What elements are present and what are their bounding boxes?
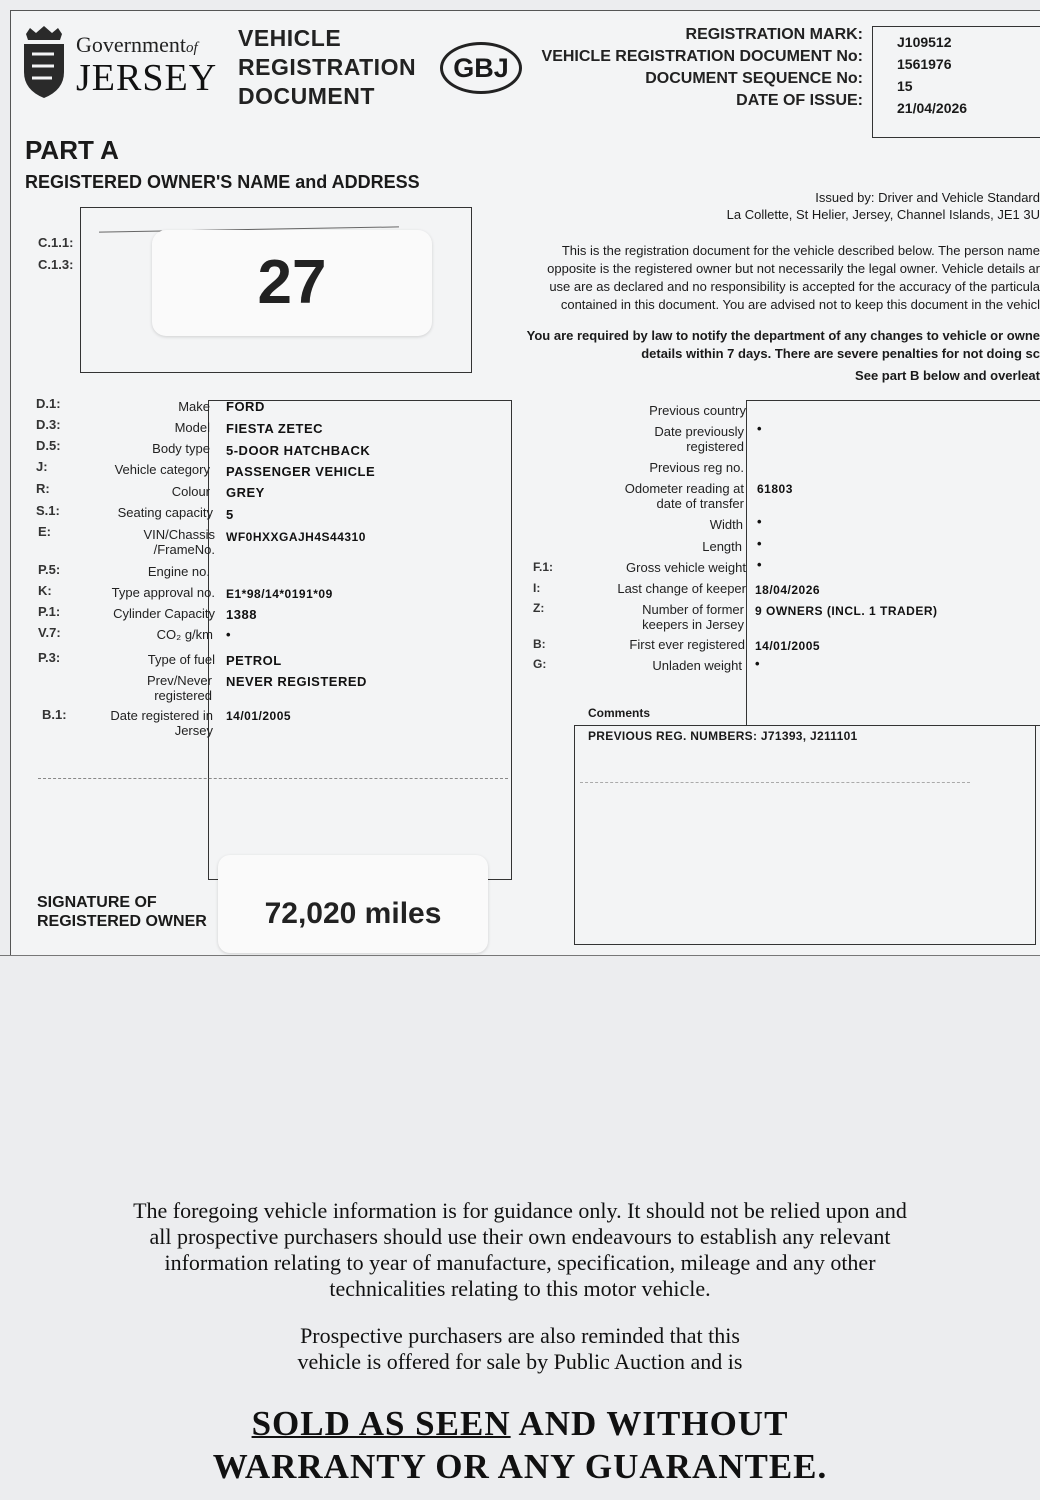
sold-as-seen-notice: SOLD AS SEEN AND WITHOUT WARRANTY OR ANY GUARANTEE. bbox=[212, 1404, 828, 1486]
field-code: K: bbox=[38, 583, 52, 598]
field-label: First ever registered bbox=[629, 637, 745, 652]
field-label: Cylinder Capacity bbox=[113, 606, 215, 621]
divider bbox=[580, 782, 970, 783]
sequence-number: 15 bbox=[897, 78, 913, 94]
field-value: 14/01/2005 bbox=[226, 709, 292, 723]
field-label: Prev/Never registered bbox=[146, 673, 212, 703]
field-value: 1388 bbox=[226, 607, 257, 622]
field-code: V.7: bbox=[38, 625, 61, 640]
field-value: E1*98/14*0191*09 bbox=[226, 587, 333, 601]
disclaimer-paragraph: The foregoing vehicle information is for guidance only. It should not be relied upon and all prospective purchasers should use their own endeavours to establish any relevant information relating to year of manufacture, specification, mileage and any other technicalities relating to this motor vehicle. bbox=[133, 1198, 907, 1301]
mileage-sticker: 72,020 miles bbox=[218, 855, 488, 953]
field-label: Width bbox=[709, 517, 743, 532]
field-value: • bbox=[757, 557, 763, 572]
comments-value: PREVIOUS REG. NUMBERS: J71393, J211101 bbox=[588, 729, 858, 743]
owner-codes: C.1.1: C.1.3: bbox=[38, 235, 74, 272]
lot-number-sticker: 27 bbox=[152, 230, 432, 336]
field-label: Odometer reading at date of transfer bbox=[624, 481, 744, 511]
field-code: P.5: bbox=[38, 562, 61, 577]
registration-values-box bbox=[872, 26, 1040, 138]
field-value: PETROL bbox=[226, 653, 282, 668]
field-label: VIN/Chassis /FrameNo. bbox=[143, 527, 215, 557]
field-code: D.5: bbox=[36, 438, 61, 453]
field-value: FIESTA ZETEC bbox=[226, 421, 323, 436]
field-label: Gross vehicle weight bbox=[626, 560, 746, 575]
field-value: 5-DOOR HATCHBACK bbox=[226, 443, 371, 458]
document-number: 1561976 bbox=[897, 56, 952, 72]
registration-labels: REGISTRATION MARK: VEHICLE REGISTRATION DOCUMENT No: DOCUMENT SEQUENCE No: DATE OF ISSUE: bbox=[541, 26, 863, 109]
field-value: • bbox=[757, 514, 763, 529]
field-value: PASSENGER VEHICLE bbox=[226, 464, 376, 479]
field-code: G: bbox=[533, 657, 547, 671]
field-label: Previous country bbox=[649, 403, 746, 418]
comments-label: Comments bbox=[588, 706, 651, 720]
field-value: 9 OWNERS (INCL. 1 TRADER) bbox=[755, 604, 938, 618]
gov-line2: JERSEY bbox=[76, 57, 218, 99]
field-label: Body type bbox=[152, 441, 210, 456]
divider bbox=[0, 955, 1040, 956]
field-code: D.1: bbox=[36, 396, 61, 411]
field-code: E: bbox=[38, 524, 51, 539]
field-value: GREY bbox=[226, 485, 265, 500]
field-label: Type of fuel bbox=[147, 652, 215, 667]
field-value: 14/01/2005 bbox=[755, 639, 821, 653]
field-label: Last change of keeper bbox=[617, 581, 746, 596]
document-title: VEHICLE REGISTRATION DOCUMENT bbox=[238, 25, 417, 109]
notice-paragraph: This is the registration document for the vehicle described below. The person name opposite is the registered owner but not necessarily the legal owner. Vehicle details ar use are as declared and no responsibility is accepted for the accuracy of the particula contained in this document. You are advised not to keep this document in the vehicl bbox=[547, 243, 1040, 312]
field-code: J: bbox=[36, 459, 48, 474]
field-value: • bbox=[757, 536, 763, 551]
field-label: CO₂ g/km bbox=[156, 627, 213, 642]
registration-mark: J109512 bbox=[897, 34, 952, 50]
field-label: Date registered in Jersey bbox=[110, 708, 213, 738]
field-value: 61803 bbox=[757, 482, 793, 496]
field-label: Vehicle category bbox=[114, 462, 210, 477]
field-code: S.1: bbox=[36, 503, 60, 518]
country-code-badge: GBJ bbox=[440, 42, 522, 94]
field-value: NEVER REGISTERED bbox=[226, 674, 367, 689]
field-code: B: bbox=[533, 637, 546, 651]
field-code: B.1: bbox=[42, 707, 67, 722]
field-code: R: bbox=[36, 481, 50, 496]
field-code: P.1: bbox=[38, 604, 61, 619]
field-value: • bbox=[757, 421, 763, 436]
field-label: Model bbox=[174, 420, 210, 435]
auction-notice: Prospective purchasers are also reminded that this vehicle is offered for sale by Public Auction and is bbox=[297, 1323, 743, 1374]
field-label: Type approval no. bbox=[111, 585, 215, 600]
gov-line1: Governmentof bbox=[76, 32, 198, 57]
field-code: P.3: bbox=[38, 650, 61, 665]
field-value: 18/04/2026 bbox=[755, 583, 821, 597]
government-logo bbox=[20, 22, 220, 102]
field-label: Number of former keepers in Jersey bbox=[642, 602, 744, 632]
see-part-b: See part B below and overleat bbox=[855, 368, 1040, 383]
field-label: Engine no. bbox=[147, 564, 210, 579]
field-value: 5 bbox=[226, 507, 234, 522]
field-label: Date previously registered bbox=[654, 424, 744, 454]
field-code: F.1: bbox=[533, 560, 554, 574]
field-code: I: bbox=[533, 581, 541, 595]
owner-heading: REGISTERED OWNER'S NAME and ADDRESS bbox=[25, 172, 420, 192]
issue-date: 21/04/2026 bbox=[897, 100, 968, 116]
field-value: • bbox=[226, 627, 232, 642]
field-code: Z: bbox=[533, 601, 545, 615]
jersey-crest-icon bbox=[20, 26, 68, 100]
field-label: Make bbox=[178, 399, 210, 414]
field-code: D.3: bbox=[36, 417, 61, 432]
registration-history-box bbox=[746, 400, 1040, 726]
field-label: Seating capacity bbox=[117, 505, 213, 520]
field-label: Unladen weight bbox=[652, 658, 742, 673]
signature-label: SIGNATURE OF REGISTERED OWNER bbox=[37, 894, 207, 930]
legal-notice: You are required by law to notify the department of any changes to vehicle or owne details within 7 days. There are severe penalties for not doing sc bbox=[526, 328, 1040, 361]
field-value: WF0HXXGAJH4S44310 bbox=[226, 530, 366, 544]
divider bbox=[38, 778, 508, 779]
issuer-address: Issued by: Driver and Vehicle Standard La Collette, St Helier, Jersey, Channel Islands, JE1 3U bbox=[726, 190, 1040, 222]
field-value: • bbox=[755, 656, 761, 671]
part-a-heading: PART A bbox=[25, 135, 119, 165]
field-label: Previous reg no. bbox=[649, 460, 744, 475]
comments-box bbox=[574, 725, 1036, 945]
field-label: Length bbox=[702, 539, 742, 554]
field-label: Colour bbox=[171, 484, 210, 499]
field-value: FORD bbox=[226, 399, 265, 414]
